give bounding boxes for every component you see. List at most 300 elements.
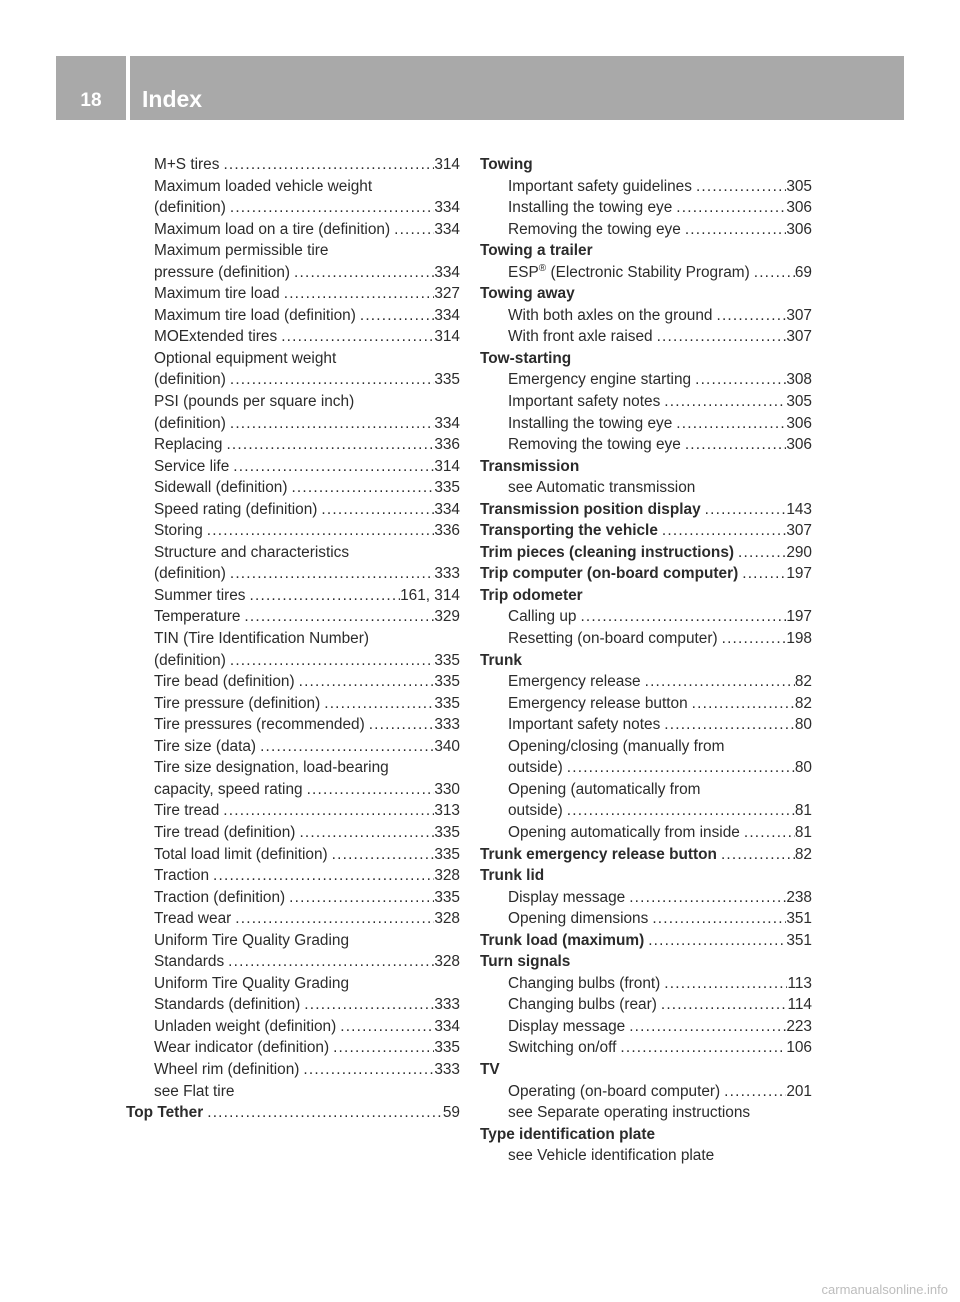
index-subentry	[480, 176, 812, 198]
dot-leader	[701, 499, 787, 521]
entry-label: Installing the towing eye	[508, 414, 673, 432]
entry-label: (definition)	[154, 371, 226, 389]
dot-leader	[328, 844, 435, 866]
entry-label: Wheel rim (definition)	[154, 1060, 300, 1078]
page-reference: 328	[434, 910, 460, 928]
dot-leader	[563, 757, 795, 779]
index-subentry	[126, 219, 460, 241]
index-entry	[480, 951, 812, 973]
index-subentry	[126, 456, 460, 478]
entry-label: Transmission position display	[480, 500, 701, 518]
dot-leader	[658, 520, 786, 542]
entry-label: Switching on/off	[508, 1039, 617, 1057]
index-subentry	[126, 1037, 460, 1059]
index-subentry	[480, 305, 812, 327]
entry-label: see Automatic transmission	[508, 479, 696, 497]
entry-label: Standards (definition)	[154, 996, 301, 1014]
page-reference: 335	[434, 1039, 460, 1057]
entry-label: Trim pieces (cleaning instructions)	[480, 543, 735, 561]
index-subentry	[480, 736, 812, 758]
page-reference: 308	[786, 371, 812, 389]
entry-label: Tire tread	[154, 802, 220, 820]
index-subentry	[126, 693, 460, 715]
page-reference: 335	[434, 845, 460, 863]
entry-label: Trunk	[480, 651, 522, 669]
page-reference: 306	[786, 199, 812, 217]
page-reference: 80	[794, 716, 812, 734]
page-reference: 334	[434, 1017, 460, 1035]
entry-label: Temperature	[154, 608, 241, 626]
page-reference: 106	[786, 1039, 812, 1057]
entry-label: Changing bulbs (front)	[508, 974, 661, 992]
index-subentry	[480, 779, 812, 801]
dot-leader	[390, 219, 434, 241]
dot-leader	[219, 154, 434, 176]
entry-label: Traction	[154, 867, 210, 885]
index-subentry	[126, 606, 460, 628]
page-number: 18	[80, 90, 102, 111]
dot-leader	[226, 650, 434, 672]
page-reference: 333	[434, 716, 460, 734]
page-reference: 334	[434, 500, 460, 518]
dot-leader	[295, 671, 435, 693]
page-reference: 306	[786, 436, 812, 454]
index-subentry	[126, 585, 460, 607]
entry-label: Emergency engine starting	[508, 371, 692, 389]
page-reference: 351	[786, 910, 812, 928]
index-subentry	[480, 477, 812, 499]
dot-leader	[672, 413, 786, 435]
entry-label: Calling up	[508, 608, 577, 626]
index-subentry	[126, 283, 460, 305]
dot-leader	[299, 1059, 434, 1081]
index-subentry	[480, 1037, 812, 1059]
dot-leader	[750, 262, 795, 284]
index-subentry	[480, 822, 812, 844]
dot-leader	[256, 736, 434, 758]
entry-label: see Vehicle identification plate	[508, 1147, 715, 1165]
page-reference: 198	[786, 630, 812, 648]
entry-label: Replacing	[154, 436, 223, 454]
page-reference: 307	[786, 306, 812, 324]
index-subentry	[480, 973, 812, 995]
dot-leader	[303, 779, 435, 801]
index-subentry	[480, 606, 812, 628]
page-reference: 334	[434, 306, 460, 324]
page-reference: 59	[442, 1104, 460, 1122]
page-reference: 81	[794, 802, 812, 820]
entry-label: Transmission	[480, 457, 580, 475]
page-reference: 114	[787, 996, 812, 1014]
dot-leader	[320, 693, 434, 715]
entry-label: see Flat tire	[154, 1082, 235, 1100]
index-subentry	[126, 391, 460, 413]
index-entry	[126, 1102, 460, 1124]
index-subentry	[480, 908, 812, 930]
index-entry	[480, 585, 812, 607]
index-subentry	[126, 434, 460, 456]
page-reference: 328	[434, 867, 460, 885]
index-subentry	[126, 499, 460, 521]
page-reference: 335	[434, 651, 460, 669]
dot-leader	[285, 887, 434, 909]
entry-label: Trunk emergency release button	[480, 845, 717, 863]
dot-leader	[226, 563, 434, 585]
dot-leader	[336, 1016, 434, 1038]
dot-leader	[203, 520, 435, 542]
page-reference: 197	[786, 565, 812, 583]
page-reference: 334	[434, 220, 460, 238]
index-subentry	[126, 671, 460, 693]
page-reference: 143	[786, 500, 812, 518]
page-reference: 197	[786, 608, 812, 626]
dot-leader	[290, 262, 434, 284]
dot-leader	[576, 606, 786, 628]
page-reference: 238	[786, 888, 812, 906]
dot-leader	[222, 434, 434, 456]
dot-leader	[365, 714, 435, 736]
entry-label: Storing	[154, 522, 203, 540]
dot-leader	[625, 1016, 786, 1038]
index-subentry	[126, 176, 460, 198]
page-reference: 335	[434, 371, 460, 389]
page-reference: 307	[786, 328, 812, 346]
index-subentry	[126, 736, 460, 758]
entry-label: TIN (Tire Identification Number)	[154, 630, 369, 648]
page-header	[56, 56, 904, 120]
entry-label: Maximum load on a tire (definition)	[154, 220, 391, 238]
index-subentry	[480, 693, 812, 715]
dot-leader	[231, 908, 434, 930]
entry-label: Emergency release button	[508, 694, 688, 712]
dot-leader	[287, 477, 434, 499]
entry-label: Changing bulbs (rear)	[508, 996, 657, 1014]
entry-label: Tow-starting	[480, 349, 572, 367]
entry-label: Top Tether	[126, 1104, 204, 1122]
page-reference: 82	[794, 673, 812, 691]
index-entry	[480, 542, 812, 564]
dot-leader	[734, 542, 786, 564]
dot-leader	[738, 563, 786, 585]
page-reference: 314	[434, 328, 460, 346]
index-subentry	[480, 1081, 812, 1103]
entry-label: M+S tires	[154, 156, 220, 173]
entry-label: Opening automatically from inside	[508, 823, 740, 841]
index-entry	[480, 456, 812, 478]
entry-label: Tire size designation, load-bearing	[154, 759, 389, 777]
index-subentry	[126, 1016, 460, 1038]
index-subentry	[480, 434, 812, 456]
entry-label: Tire bead (definition)	[154, 673, 295, 691]
page-reference: 290	[786, 543, 812, 561]
index-subentry	[126, 650, 460, 672]
dot-leader	[681, 219, 786, 241]
entry-label: With both axles on the ground	[508, 306, 713, 324]
entry-label: Trip computer (on-board computer)	[480, 565, 739, 583]
index-entry	[480, 1059, 812, 1081]
index-subentry	[480, 413, 812, 435]
index-subentry	[126, 951, 460, 973]
entry-label: Trunk load (maximum)	[480, 931, 645, 949]
entry-label: Important safety notes	[508, 393, 661, 411]
page-reference: 336	[434, 436, 460, 454]
dot-leader	[280, 283, 435, 305]
page-reference: 333	[434, 565, 460, 583]
index-subentry	[126, 477, 460, 499]
entry-label: Removing the towing eye	[508, 220, 681, 238]
page-reference: 351	[786, 931, 812, 949]
index-subentry	[480, 887, 812, 909]
entry-label: MOExtended tires	[154, 328, 278, 346]
dot-leader	[740, 822, 795, 844]
entry-label: Opening/closing (manually from	[508, 737, 725, 755]
index-subentry	[126, 262, 460, 284]
page-reference: 340	[434, 737, 460, 755]
dot-leader	[688, 693, 795, 715]
page-reference: 333	[434, 1060, 460, 1078]
index-subentry	[126, 779, 460, 801]
index-subentry	[126, 887, 460, 909]
index-entry	[480, 499, 812, 521]
entry-label: Towing	[480, 156, 533, 173]
entry-label: (definition)	[154, 414, 226, 432]
dot-leader	[277, 326, 434, 348]
dot-leader	[226, 413, 434, 435]
page-reference: 82	[794, 845, 812, 863]
entry-label: (definition)	[154, 199, 226, 217]
dot-leader	[644, 930, 786, 952]
page-reference: 201	[786, 1082, 812, 1100]
dot-leader	[718, 628, 787, 650]
index-column-left	[126, 154, 460, 1124]
entry-label: Transporting the vehicle	[480, 522, 658, 540]
index-subentry	[480, 1016, 812, 1038]
page-reference: 335	[434, 823, 460, 841]
dot-leader	[240, 606, 434, 628]
dot-leader	[672, 197, 786, 219]
index-entry	[480, 844, 812, 866]
page-reference: 306	[786, 414, 812, 432]
dot-leader	[720, 1081, 786, 1103]
entry-label: Trip odometer	[480, 586, 583, 604]
index-subentry	[126, 563, 460, 585]
page-reference: 113	[787, 974, 812, 992]
entry-label: With front axle raised	[508, 328, 653, 346]
page-reference: 329	[434, 608, 460, 626]
entry-label: Unladen weight (definition)	[154, 1017, 337, 1035]
index-subentry	[480, 262, 812, 284]
page-reference: 81	[794, 823, 812, 841]
entry-label: Uniform Tire Quality Grading	[154, 974, 350, 992]
entry-label: Display message	[508, 1017, 626, 1035]
page-reference: 334	[434, 199, 460, 217]
index-subentry	[126, 542, 460, 564]
page-reference: 69	[794, 263, 812, 281]
dot-leader	[660, 973, 787, 995]
entry-label: Traction (definition)	[154, 888, 286, 906]
dot-leader	[229, 456, 434, 478]
dot-leader	[226, 197, 434, 219]
index-subentry	[480, 219, 812, 241]
index-entry	[480, 240, 812, 262]
entry-label: Important safety guidelines	[508, 177, 692, 195]
entry-label: Wear indicator (definition)	[154, 1039, 330, 1057]
dot-leader	[226, 369, 434, 391]
index-subentry	[126, 348, 460, 370]
entry-label: Maximum loaded vehicle weight	[154, 177, 373, 195]
index-subentry	[126, 1059, 460, 1081]
dot-leader	[209, 865, 434, 887]
index-subentry	[126, 714, 460, 736]
dot-leader	[653, 326, 787, 348]
dot-leader	[641, 671, 795, 693]
entry-label: see Separate operating instructions	[508, 1104, 751, 1122]
dot-leader	[329, 1037, 434, 1059]
index-subentry	[126, 800, 460, 822]
entry-label: Maximum tire load	[154, 285, 280, 303]
entry-label: Display message	[508, 888, 626, 906]
dot-leader	[224, 951, 434, 973]
entry-label: Operating (on-board computer)	[508, 1082, 721, 1100]
entry-label: pressure (definition)	[154, 263, 291, 281]
entry-label: PSI (pounds per square inch)	[154, 393, 355, 411]
index-subentry	[480, 800, 812, 822]
page-reference: 335	[434, 479, 460, 497]
index-subentry	[480, 197, 812, 219]
dot-leader	[681, 434, 786, 456]
dot-leader	[691, 369, 786, 391]
page-reference: 305	[786, 177, 812, 195]
dot-leader	[203, 1102, 443, 1124]
watermark: carmanualsonline.info	[821, 1282, 948, 1297]
entry-label: Resetting (on-board computer)	[508, 630, 718, 648]
page-reference: 307	[786, 522, 812, 540]
entry-label: ESP® (Electronic Stability Program)	[508, 262, 750, 281]
index-subentry	[126, 994, 460, 1016]
entry-label: Turn signals	[480, 953, 571, 971]
page-reference: 161, 314	[400, 586, 460, 604]
entry-label: Structure and characteristics	[154, 543, 350, 561]
page-reference: 306	[786, 220, 812, 238]
entry-label: (definition)	[154, 565, 226, 583]
index-subentry	[480, 1102, 812, 1124]
entry-label: Opening dimensions	[508, 910, 649, 928]
index-entry	[480, 1124, 812, 1146]
dot-leader	[246, 585, 401, 607]
entry-label: Tire pressure (definition)	[154, 694, 321, 712]
index-subentry	[480, 326, 812, 348]
dot-leader	[660, 714, 795, 736]
entry-label: outside)	[508, 759, 563, 777]
index-entry	[480, 930, 812, 952]
dot-leader	[712, 305, 786, 327]
page-reference: 333	[434, 996, 460, 1014]
page-reference: 335	[434, 673, 460, 691]
page-reference: 336	[434, 522, 460, 540]
index-subentry	[126, 930, 460, 952]
dot-leader	[717, 844, 795, 866]
page-reference: 328	[434, 953, 460, 971]
index-subentry	[126, 369, 460, 391]
entry-label: Summer tires	[154, 586, 246, 604]
index-subentry	[126, 197, 460, 219]
entry-label: Uniform Tire Quality Grading	[154, 931, 350, 949]
page-reference: 305	[786, 393, 812, 411]
index-subentry	[480, 671, 812, 693]
entry-label: Emergency release	[508, 673, 641, 691]
entry-label: Optional equipment weight	[154, 349, 337, 367]
entry-label: Installing the towing eye	[508, 199, 673, 217]
entry-label: Important safety notes	[508, 716, 661, 734]
index-subentry	[126, 413, 460, 435]
dot-leader	[648, 908, 786, 930]
entry-label: Trunk lid	[480, 867, 545, 885]
page-reference: 314	[434, 457, 460, 475]
entry-label: Towing a trailer	[480, 242, 593, 260]
index-subentry	[126, 305, 460, 327]
index-column-right	[480, 154, 812, 1167]
page-reference: 313	[434, 802, 460, 820]
index-subentry	[126, 844, 460, 866]
page-reference: 335	[434, 694, 460, 712]
entry-label: Opening (automatically from	[508, 780, 701, 798]
dot-leader	[300, 994, 434, 1016]
entry-label: Standards	[154, 953, 225, 971]
entry-label: Sidewall (definition)	[154, 479, 288, 497]
page-reference: 80	[794, 759, 812, 777]
dot-leader	[616, 1037, 786, 1059]
index-entry	[480, 563, 812, 585]
index-subentry	[126, 908, 460, 930]
entry-label: TV	[480, 1060, 500, 1078]
dot-leader	[295, 822, 434, 844]
index-subentry	[126, 326, 460, 348]
entry-label: Removing the towing eye	[508, 436, 681, 454]
index-subentry	[126, 240, 460, 262]
dot-leader	[625, 887, 786, 909]
page-reference: 334	[434, 263, 460, 281]
dot-leader	[317, 499, 434, 521]
dot-leader	[563, 800, 795, 822]
entry-label: Maximum tire load (definition)	[154, 306, 356, 324]
page-title: Index	[142, 86, 203, 112]
dot-leader	[692, 176, 786, 198]
index-subentry	[480, 714, 812, 736]
index-subentry	[126, 628, 460, 650]
entry-label: Service life	[154, 457, 230, 475]
page-reference: 82	[794, 694, 812, 712]
page-reference: 335	[434, 888, 460, 906]
entry-label: Towing away	[480, 285, 575, 303]
page-reference: 334	[434, 414, 460, 432]
page-reference: 314	[434, 156, 460, 173]
entry-label: Tire tread (definition)	[154, 823, 296, 841]
dot-leader	[219, 800, 434, 822]
index-subentry	[126, 757, 460, 779]
entry-label: Tire pressures (recommended)	[154, 716, 365, 734]
index-entry	[480, 348, 812, 370]
index-subentry	[480, 628, 812, 650]
index-subentry	[126, 1081, 460, 1103]
entry-label: outside)	[508, 802, 563, 820]
entry-label: capacity, speed rating	[154, 780, 303, 798]
header-divider	[126, 56, 130, 120]
dot-leader	[657, 994, 788, 1016]
page-reference: 330	[434, 780, 460, 798]
index-entry	[480, 520, 812, 542]
entry-label: Total load limit (definition)	[154, 845, 328, 863]
page-reference: 327	[434, 285, 460, 303]
